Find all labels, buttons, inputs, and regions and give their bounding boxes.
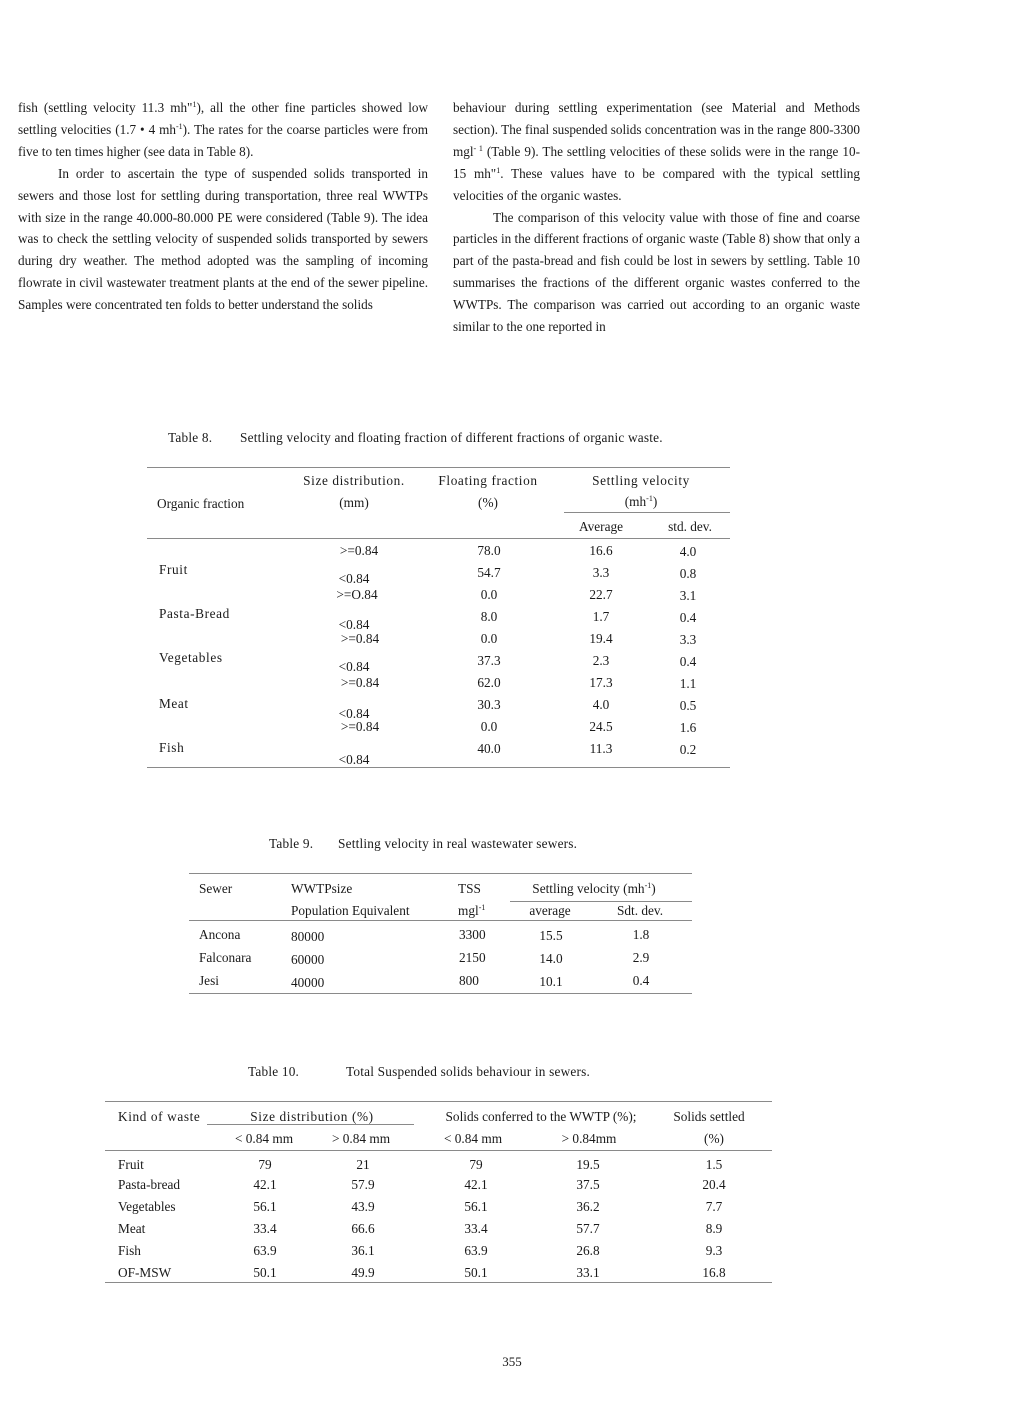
table-cell: 0.0 xyxy=(480,587,498,602)
table-cell: 33.4 xyxy=(464,1221,488,1236)
table-cell: 11.3 xyxy=(589,741,613,756)
table-cell: 0.4 xyxy=(632,973,650,988)
group-label: Fish xyxy=(159,740,185,755)
table-cell: 0.4 xyxy=(679,654,697,669)
table-cell: >=0.84 xyxy=(339,543,379,558)
column-header: < 0.84 mm xyxy=(234,1131,294,1146)
table-cell: 9.3 xyxy=(705,1243,723,1258)
table-cell: 57.7 xyxy=(576,1221,600,1236)
text-column-left xyxy=(18,97,428,316)
table-cell: 19.5 xyxy=(576,1157,600,1172)
table-cell: 63.9 xyxy=(464,1243,488,1258)
table-cell: 30.3 xyxy=(477,697,501,712)
table-cell: 33.4 xyxy=(253,1221,277,1236)
table-cell: 0.0 xyxy=(480,719,498,734)
table-cell: 10.1 xyxy=(539,974,563,989)
table-rule xyxy=(147,467,730,468)
table-cell: 22.7 xyxy=(589,587,613,602)
table-cell: 3.3 xyxy=(679,632,697,647)
column-header: Sdt. dev. xyxy=(616,903,664,918)
paragraph: The comparison of this velocity value with those of fine and coarse particles in the different fractions of organic waste (Table 8) show that only a part of the pasta-bread and fish could be lost in sewers by settling. Table 10 summarises the fractions of the different organic wastes conferred to the WWTPs. The comparison was carried out according to an organic waste similar to the one reported in xyxy=(453,209,860,335)
column-header: Size distribution. xyxy=(303,473,405,488)
table-cell: 80000 xyxy=(291,929,325,944)
paragraph: fish (settling velocity 11.3 mh"$^1$), all the other fine particles showed low settling velocities (1.7 • 4 $mh^{-1}$). The rates for the coarse particles were from five to ten times higher (see data in Table 8). xyxy=(18,100,428,159)
table-cell: 1.6 xyxy=(679,720,697,735)
table-cell: 16.8 xyxy=(702,1265,726,1280)
table-cell: Ancona xyxy=(199,927,241,942)
table-cell: 14.0 xyxy=(539,951,563,966)
table-cell: 7.7 xyxy=(705,1199,723,1214)
table-cell: Pasta-bread xyxy=(118,1177,181,1192)
column-header: Kind of waste xyxy=(118,1109,201,1124)
table8-caption xyxy=(168,430,663,446)
table-rule xyxy=(105,1150,772,1151)
table-cell: 1.8 xyxy=(632,927,650,942)
table10-title: Total Suspended solids behaviour in sewers. xyxy=(346,1064,591,1079)
table-cell: 8.9 xyxy=(705,1221,723,1236)
table-rule xyxy=(105,1101,772,1102)
table-cell: 37.3 xyxy=(477,653,501,668)
table-cell: 60000 xyxy=(291,952,325,967)
table9-caption xyxy=(269,836,577,852)
text-column-right xyxy=(453,97,860,338)
table-rule xyxy=(510,901,692,902)
table-cell: Fish xyxy=(118,1243,141,1258)
table-cell: 20.4 xyxy=(702,1177,726,1192)
table-cell: 800 xyxy=(459,973,479,988)
column-header: Sewer xyxy=(199,881,233,896)
table-cell: <0.84 xyxy=(338,617,370,632)
table-cell: 36.1 xyxy=(351,1243,375,1258)
table-cell: 26.8 xyxy=(576,1243,600,1258)
table-cell: 78.0 xyxy=(477,543,501,558)
table9-title: Settling velocity in real wastewater sewers. xyxy=(338,836,578,851)
column-header: Solids settled xyxy=(673,1109,745,1124)
table8-label: Table 8. xyxy=(168,430,213,445)
table-cell: 4.0 xyxy=(679,544,697,559)
table-cell: Falconara xyxy=(199,950,252,965)
table-cell: 40000 xyxy=(291,975,325,990)
table-cell: 0.2 xyxy=(679,742,697,757)
table-cell: <0.84 xyxy=(338,571,370,586)
table9-label: Table 9. xyxy=(269,836,314,851)
table-rule xyxy=(564,512,730,513)
group-label: Pasta-Bread xyxy=(159,606,230,621)
column-header: Population Equivalent xyxy=(291,903,410,918)
table-cell: 50.1 xyxy=(253,1265,277,1280)
table-cell: 2.3 xyxy=(592,653,610,668)
column-header: (%) xyxy=(478,495,498,510)
table-cell: 0.8 xyxy=(679,566,697,581)
column-header: Average xyxy=(578,519,624,534)
table10-label: Table 10. xyxy=(248,1064,300,1079)
column-header: > 0.84mm xyxy=(561,1131,617,1146)
table-cell: <0.84 xyxy=(338,706,370,721)
table-cell: 2.9 xyxy=(632,950,650,965)
table-cell: OF-MSW xyxy=(118,1265,172,1280)
table-cell: 40.0 xyxy=(477,741,501,756)
table-cell: 49.9 xyxy=(351,1265,375,1280)
column-header: mgl$^{-1}$ xyxy=(458,903,486,918)
table-cell: 3300 xyxy=(459,927,486,942)
group-label: Fruit xyxy=(159,562,188,577)
paragraph: behaviour during settling experimentation (see Material and Methods section). The final suspended solids concentration was in the range 800-3300 mgl$^{- 1}$ (Table 9). The settling velocities of these solids were in the range 10-15 mh"$^1$. These values have to be compared with the typical settling velocities of the organic wastes. xyxy=(453,100,860,203)
column-header: > 0.84 mm xyxy=(331,1131,391,1146)
table-cell: 56.1 xyxy=(253,1199,277,1214)
column-header: Organic fraction xyxy=(157,496,245,511)
table-cell: 17.3 xyxy=(589,675,613,690)
table-cell: 57.9 xyxy=(351,1177,375,1192)
table-cell: Fruit xyxy=(118,1157,144,1172)
paragraph: In order to ascertain the type of suspended solids transported in sewers and those lost for settling during transportation, three real WWTPs with size in the range 40.000-80.000 PE were considered (Table 9). The idea was to check the settling velocity of suspended solids transported by sewers during dry weather. The method adopted was the sampling of incoming flowrate in civil wastewater treatment plants at the end of the sewer pipeline. Samples were concentrated ten folds to better understand the solids xyxy=(18,165,428,313)
table-cell: 16.6 xyxy=(589,543,613,558)
table10-caption xyxy=(248,1064,590,1080)
table-cell: 43.9 xyxy=(351,1199,375,1214)
column-header: Settling velocity $(mh^{-1})$ xyxy=(532,881,656,896)
table-rule xyxy=(147,538,730,539)
table-cell: 50.1 xyxy=(464,1265,488,1280)
table-cell: 56.1 xyxy=(464,1199,488,1214)
column-header: Settling velocity xyxy=(592,473,690,488)
page-number: 355 xyxy=(502,1354,522,1369)
group-label: Meat xyxy=(159,696,189,711)
column-header: WWTPsize xyxy=(291,881,353,896)
table8-title: Settling velocity and floating fraction of different fractions of organic waste. xyxy=(240,430,663,445)
column-header: $(mh^{-1})$ xyxy=(624,494,658,509)
column-header: Size distribution (%) xyxy=(250,1109,374,1124)
group-label: Vegetables xyxy=(159,650,223,665)
column-header: < 0.84 mm xyxy=(443,1131,503,1146)
table-cell: 66.6 xyxy=(351,1221,375,1236)
table-cell: Meat xyxy=(118,1221,146,1236)
table-cell: 79 xyxy=(258,1157,272,1172)
table-cell: >=0.84 xyxy=(340,675,380,690)
table-rule xyxy=(189,993,692,994)
table-cell: 42.1 xyxy=(253,1177,277,1192)
column-header: average xyxy=(529,903,571,918)
column-header: (%) xyxy=(704,1131,724,1146)
column-header: Solids conferred to the WWTP (%); xyxy=(445,1109,637,1124)
table-cell: 36.2 xyxy=(576,1199,600,1214)
table-cell: 1.7 xyxy=(592,609,610,624)
table-cell: >=0.84 xyxy=(340,631,380,646)
table-cell: 3.1 xyxy=(679,588,697,603)
table-cell: >=O.84 xyxy=(336,587,378,602)
table-cell: 33.1 xyxy=(576,1265,600,1280)
table-rule xyxy=(105,1282,772,1283)
table-cell: <0.84 xyxy=(338,659,370,674)
table-cell: 3.3 xyxy=(592,565,610,580)
table-cell: >=0.84 xyxy=(340,719,380,734)
table-cell: 24.5 xyxy=(589,719,613,734)
column-header: std. dev. xyxy=(668,519,712,534)
table-rule xyxy=(147,767,730,768)
table-cell: 62.0 xyxy=(477,675,501,690)
table-rule xyxy=(189,920,692,921)
table-cell: Vegetables xyxy=(118,1199,176,1214)
table-cell: 1.5 xyxy=(705,1157,723,1172)
table-cell: Jesi xyxy=(199,973,219,988)
table-cell: 63.9 xyxy=(253,1243,277,1258)
column-header: TSS xyxy=(458,881,481,896)
table-cell: 21 xyxy=(356,1157,370,1172)
table-cell: 4.0 xyxy=(592,697,610,712)
table-cell: <0.84 xyxy=(338,752,370,767)
table-cell: 79 xyxy=(469,1157,483,1172)
table-cell: 0.5 xyxy=(679,698,697,713)
table-cell: 42.1 xyxy=(464,1177,488,1192)
table-cell: 19.4 xyxy=(589,631,613,646)
table-cell: 0.4 xyxy=(679,610,697,625)
table-cell: 15.5 xyxy=(539,928,563,943)
table-cell: 8.0 xyxy=(480,609,498,624)
table-cell: 37.5 xyxy=(576,1177,600,1192)
table-cell: 0.0 xyxy=(480,631,498,646)
table-cell: 2150 xyxy=(459,950,486,965)
table-cell: 1.1 xyxy=(679,676,697,691)
table-rule xyxy=(189,873,692,874)
column-header: Floating fraction xyxy=(438,473,538,488)
table-cell: 54.7 xyxy=(477,565,501,580)
column-header: (mm) xyxy=(339,495,369,510)
